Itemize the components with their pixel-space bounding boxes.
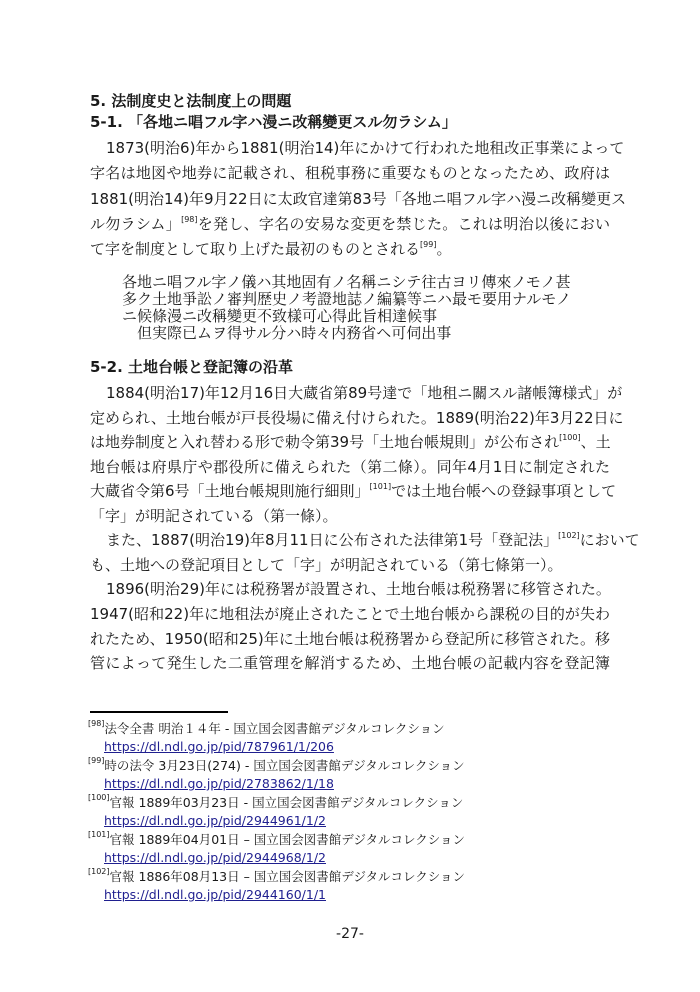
line-text: を発し、字名の安易な変更を禁じた。これは明治以後におい: [197, 214, 610, 233]
footnote-item: [88, 831, 465, 848]
line-text: 大蔵省令第6号「土地台帳規則施行細則」: [90, 482, 370, 501]
text-line: [90, 653, 610, 673]
footnote-number: [99]: [88, 756, 105, 765]
footnote-item: [88, 720, 445, 737]
line-text: 、土: [580, 433, 611, 452]
text-line: [90, 138, 625, 158]
subsection-title-5-2: 5-2. 土地台帳と登記簿の沿革: [90, 358, 294, 376]
footnote-ref[interactable]: [102]: [558, 531, 580, 541]
footnote-ref[interactable]: [98]: [181, 214, 198, 224]
quote-line: 多ク土地爭訟ノ審判歴史ノ考證地誌ノ編纂等ニハ最モ要用ナルモノ: [122, 290, 572, 308]
footnote-link[interactable]: https://dl.ndl.go.jp/pid/2944968/1/2: [104, 850, 326, 865]
footnote-number: [101]: [88, 830, 110, 839]
text-line: [90, 163, 610, 183]
text-line: [90, 506, 610, 526]
text-line: [90, 457, 610, 477]
text-line: [90, 189, 627, 209]
line-text: 。: [436, 240, 452, 259]
line-text: 定められ、土地台帳が戸長役場に備え付けられた。1889(明治22)年3月22日に: [90, 408, 624, 427]
footnote-link[interactable]: https://dl.ndl.go.jp/pid/787961/1/206: [104, 739, 334, 754]
text-line: [90, 432, 610, 452]
quote-line: ニ候條漫ニ改稱變更不致樣可心得此旨相達候事: [122, 307, 438, 325]
footnote-title: 法令全書 明治１４年 - 国立国会図書館デジタルコレクション: [104, 721, 445, 736]
text-line: [90, 214, 610, 234]
text-line: [90, 239, 610, 259]
footnote-title: 時の法令 3月23日(274) - 国立国会図書館デジタルコレクション: [104, 758, 465, 773]
footnote-link[interactable]: https://dl.ndl.go.jp/pid/2783862/1/18: [104, 776, 334, 791]
quote-line: 但実際已ムヲ得サル分ハ時々内務省ヘ可伺出事: [122, 324, 452, 342]
footnote-number: [98]: [88, 719, 105, 728]
line-text: 地台帳は府県庁や郡役所に備えられた（第二條）。同年4月1日に制定された: [90, 457, 610, 476]
line-text: 「字」が明記されている（第一條）。: [90, 506, 338, 525]
line-text: において: [579, 531, 640, 550]
text-line: [90, 530, 640, 550]
line-text: 管によって発生した二重管理を解消するため、土地台帳の記載内容を登記簿: [90, 654, 610, 673]
text-line: [90, 383, 623, 403]
line-text: て字を制度として取り上げた最初のものとされる: [90, 240, 421, 259]
footnote-ref[interactable]: [101]: [369, 482, 392, 492]
line-text: また、1887(明治19)年8月11日に公布された法律第1号「登記法」: [106, 531, 559, 550]
page-number: -27-: [336, 926, 364, 942]
line-text: れたため、1950(昭和25)年に土地台帳は税務署から登記所に移管された。移: [90, 629, 610, 648]
footnote-ref[interactable]: [99]: [420, 240, 437, 250]
line-text: 1896(明治29)年には税務署が設置され、土地台帳は税務署に移管された。: [106, 580, 611, 599]
text-line: [90, 604, 610, 624]
line-text: ル勿ラシム」: [90, 214, 182, 233]
footnote-separator: [90, 711, 228, 713]
text-line: [90, 481, 617, 501]
footnote-title: 官報 1889年04月01日 – 国立国会図書館デジタルコレクション: [109, 832, 466, 847]
subsection-title-5-1: 5-1. 「各地ニ唱フル字ハ漫ニ改稱變更スル勿ラシム」: [90, 113, 457, 131]
line-text: では土地台帳への登録事項として: [391, 482, 617, 501]
footnote-ref[interactable]: [100]: [559, 433, 581, 443]
footnote-item: [88, 794, 463, 811]
footnote-item: [88, 868, 465, 885]
footnote-item: [88, 757, 465, 774]
text-line: [90, 629, 610, 649]
footnote-title: 官報 1889年03月23日 - 国立国会図書館デジタルコレクション: [109, 795, 464, 810]
line-text: 字名は地図や地券に記載され、租税事務に重要なものとなったため、政府は: [90, 164, 610, 183]
line-text: 1884(明治17)年12月16日大蔵省第89号達で「地租ニ關スル諸帳簿様式」が: [106, 384, 623, 402]
line-text: も、土地への登記項目として「字」が明記されている（第七條第一）。: [90, 555, 563, 574]
text-line: [90, 555, 610, 575]
footnote-link[interactable]: https://dl.ndl.go.jp/pid/2944160/1/1: [104, 887, 326, 902]
text-line: [90, 408, 624, 428]
line-text: 1947(昭和22)年に地租法が廃止されたことで土地台帳から課税の目的が失わ: [90, 604, 610, 623]
footnote-number: [102]: [88, 867, 110, 876]
section-title: 5. 法制度史と法制度上の問題: [90, 92, 292, 110]
footnote-link[interactable]: https://dl.ndl.go.jp/pid/2944961/1/2: [104, 813, 326, 828]
footnote-title: 官報 1886年08月13日 – 国立国会図書館デジタルコレクション: [109, 869, 466, 884]
text-line: [90, 579, 610, 599]
footnote-number: [100]: [88, 793, 110, 802]
line-text: 1881(明治14)年9月22日に太政官達第83号「各地ニ唱フル字ハ漫ニ改稱變更ス: [90, 189, 627, 208]
quote-line: 各地ニ唱フル字ノ儀ハ其地固有ノ名稱ニシテ往古ヨリ傳來ノモノ甚: [122, 273, 571, 291]
line-text: は地券制度と入れ替わる形で勅令第39号「土地台帳規則」が公布され: [90, 433, 560, 452]
line-text: 1873(明治6)年から1881(明治14)年にかけて行われた地租改正事業によって: [106, 139, 625, 157]
